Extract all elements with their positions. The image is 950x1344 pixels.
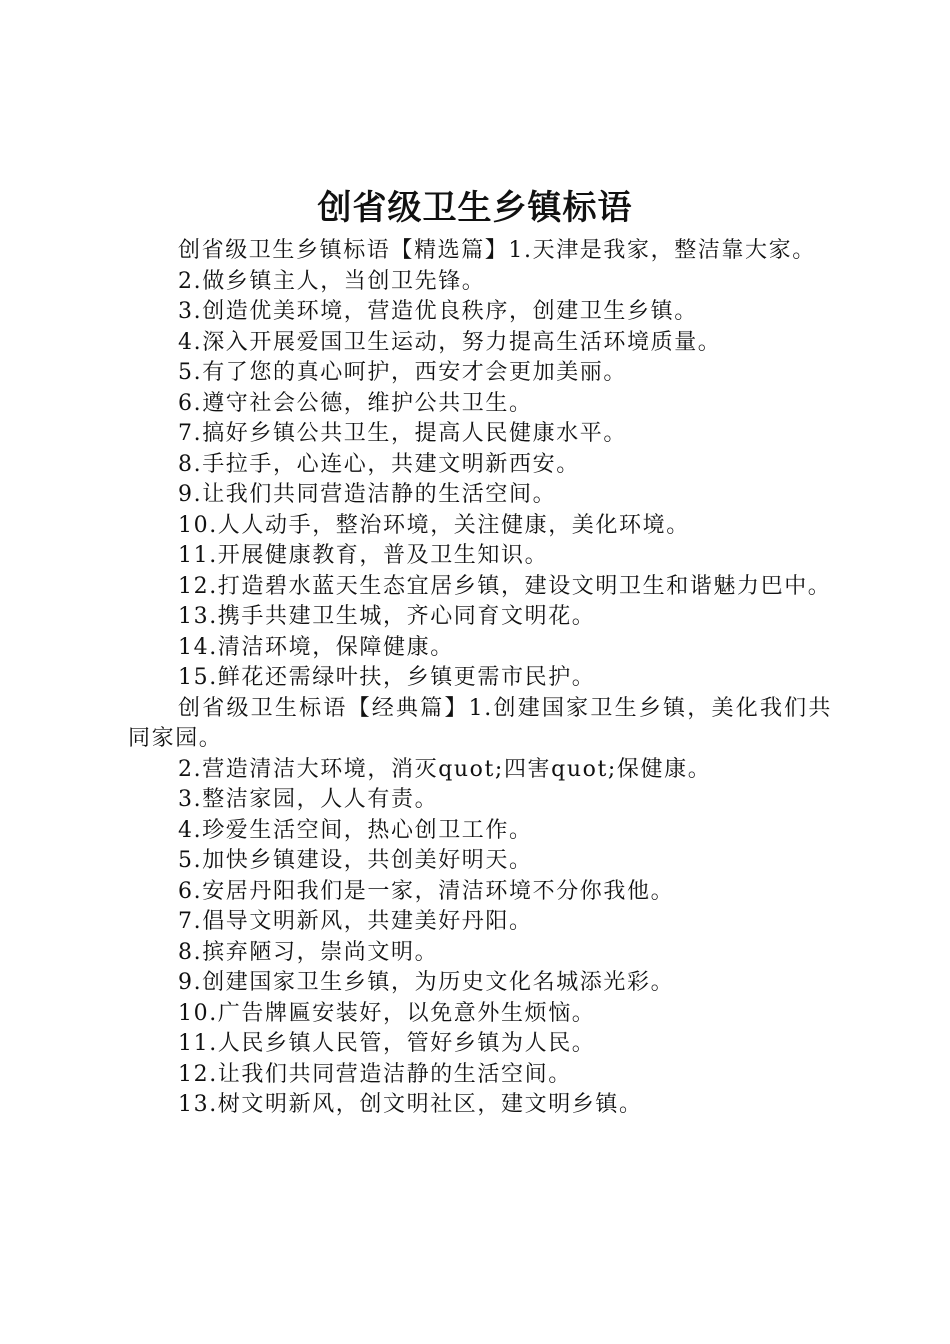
paragraph: 3.整洁家园，人人有责。 bbox=[178, 787, 439, 812]
paragraph: 5.加快乡镇建设，共创美好明天。 bbox=[178, 848, 533, 873]
paragraph: 10.人人动手，整治环境，关注健康，美化环境。 bbox=[178, 512, 690, 538]
paragraph: 11.人民乡镇人民管，管好乡镇为人民。 bbox=[178, 1031, 596, 1056]
paragraph: 9.创建国家卫生乡镇，为历史文化名城添光彩。 bbox=[178, 970, 675, 995]
document-body bbox=[128, 236, 832, 1121]
paragraph: 创省级卫生乡镇标语【精选篇】1.天津是我家，整洁靠大家。 bbox=[178, 238, 816, 263]
paragraph: 4.珍爱生活空间，热心创卫工作。 bbox=[178, 817, 533, 843]
paragraph: 12.打造碧水蓝天生态宜居乡镇，建设文明卫生和谐魅力巴中。 bbox=[178, 573, 832, 599]
paragraph: 12.让我们共同营造洁静的生活空间。 bbox=[178, 1061, 572, 1087]
paragraph: 15.鲜花还需绿叶扶，乡镇更需市民护。 bbox=[178, 665, 596, 690]
paragraph: 2.做乡镇主人，当创卫先锋。 bbox=[178, 268, 486, 294]
paragraph: 7.倡导文明新风，共建美好丹阳。 bbox=[178, 909, 533, 934]
paragraph: 2.营造清洁大环境，消灭quot;四害quot;保健康。 bbox=[178, 756, 712, 782]
paragraph: 6.安居丹阳我们是一家，清洁环境不分你我他。 bbox=[178, 878, 675, 904]
document-title: 创省级卫生乡镇标语 bbox=[317, 188, 633, 228]
paragraph: 10.广告牌匾安装好，以免意外生烦恼。 bbox=[178, 1000, 596, 1026]
paragraph: 3.创造优美环境，营造优良秩序，创建卫生乡镇。 bbox=[178, 299, 698, 324]
paragraph: 14.清洁环境，保障健康。 bbox=[178, 634, 454, 660]
paragraph: 4.深入开展爱国卫生运动，努力提高生活环境质量。 bbox=[178, 329, 722, 355]
paragraph: 13.树文明新风，创文明社区，建文明乡镇。 bbox=[178, 1092, 643, 1117]
paragraph: 7.搞好乡镇公共卫生，提高人民健康水平。 bbox=[178, 421, 627, 446]
paragraph: 5.有了您的真心呵护，西安才会更加美丽。 bbox=[178, 360, 627, 385]
paragraph: 8.手拉手，心连心，共建文明新西安。 bbox=[178, 451, 580, 477]
paragraph: 创省级卫生标语【经典篇】1.创建国家卫生乡镇，美化我们共同家园。 bbox=[128, 695, 832, 751]
paragraph: 11.开展健康教育，普及卫生知识。 bbox=[178, 543, 549, 568]
paragraph: 8.摈弃陋习，崇尚文明。 bbox=[178, 939, 439, 965]
paragraph: 13.携手共建卫生城，齐心同育文明花。 bbox=[178, 604, 596, 629]
paragraph: 9.让我们共同营造洁静的生活空间。 bbox=[178, 482, 557, 507]
paragraph: 6.遵守社会公德，维护公共卫生。 bbox=[178, 390, 533, 416]
